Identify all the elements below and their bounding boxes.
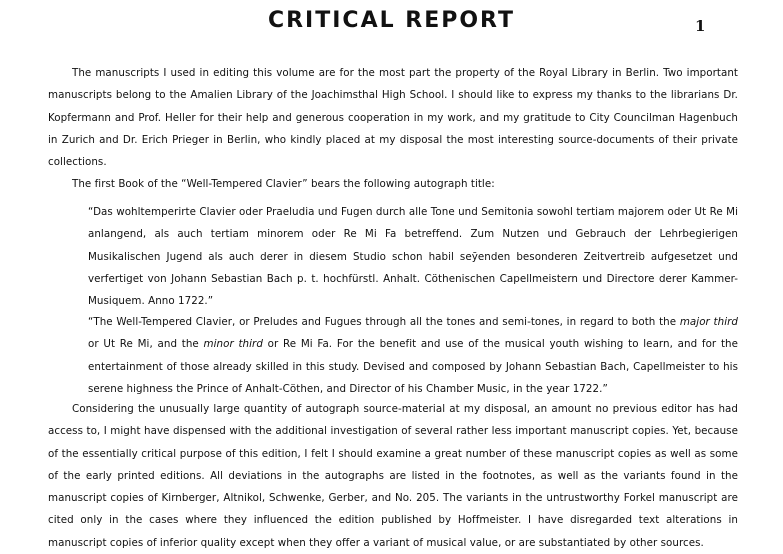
english-quote-emphasis-minor: minor third bbox=[203, 338, 263, 351]
intro-paragraph: The manuscripts I used in editing this volume are for the most part the property of the Royal Library in Berlin. Two important manuscripts belong to the Amalien Library of the Joachimsthal High School. I should like to express my thanks to the librarians Dr. Kopfermann and Prof. Heller for their help and generous cooperation in my work, and my gratitude to City Councilman Hagenbuch in Zurich and Dr. Erich Prieger in Berlin, who kindly placed at my disposal the most interesting source-documents of their private collections. bbox=[48, 67, 738, 169]
english-title-quote bbox=[88, 311, 738, 400]
sources-paragraph: Considering the unusually large quantity of autograph source-material at my disposal, an amount no previous editor has had access to, I might have dispensed with the additional investigation of several rather less important manuscript copies. Yet, because of the essentially critical purpose of this edition, I felt I should examine a great number of these manuscript copies as well as some of the early printed editions. All deviations in the autographs are listed in the footnotes, as well as the variants found in the manuscript copies of Kirnberger, Altnikol, Schwenke, Gerber, and No. 205. The variants in the untrustworthy Forkel manuscript are cited only in the cases where they influenced the edition published by Hoffmeister. I have disregarded text alterations in manuscript copies of inferior quality except when they offer a variant of musical value, or are substantiated by other sources. bbox=[48, 403, 738, 549]
page-number: 1 bbox=[695, 17, 706, 35]
german-title-quote: “Das wohltemperirte Clavier oder Praeludia und Fugen durch alle Tone und Semitonia sowohl tertiam majorem oder Ut Re Mi anlangend, als auch tertiam minorem oder Re Mi Fa betreffend. Zum Nutzen und Gebrauch der Lehrbegierigen Musikalischen Jugend als auch derer in diesem Studio schon habil seȳenden besonderen Zeitvertreib aufgesetzet und verfertiget von Johann Sebastian Bach p. t. hochfürstl. Anhalt. Cöthenischen Capellmeistern und Directore derer Kammer-Musiquem. Anno 1722.” bbox=[88, 206, 738, 308]
english-quote-text-3: or Re Mi Fa. For the benefit and use of the musical youth wishing to learn, and for the entertainment of those already skilled in this study. Devised and composed by Johann Sebastian Bach, Capellmeister to his serene highness the Prince of Anhalt-Cöthen, and Director of his Chamber Music, in the year 1722.” bbox=[88, 338, 738, 395]
autograph-title-intro: The first Book of the “Well-Tempered Clavier” bears the following autograph title: bbox=[72, 178, 495, 190]
english-quote-emphasis-major: major third bbox=[679, 316, 738, 328]
english-quote-text-1: “The Well-Tempered Clavier, or Preludes and Fugues through all the tones and semi-tones, in regard to both the bbox=[88, 316, 680, 328]
page-title: CRITICAL REPORT bbox=[267, 8, 516, 33]
english-quote-text-2: or Ut Re Mi, and the bbox=[88, 338, 204, 351]
